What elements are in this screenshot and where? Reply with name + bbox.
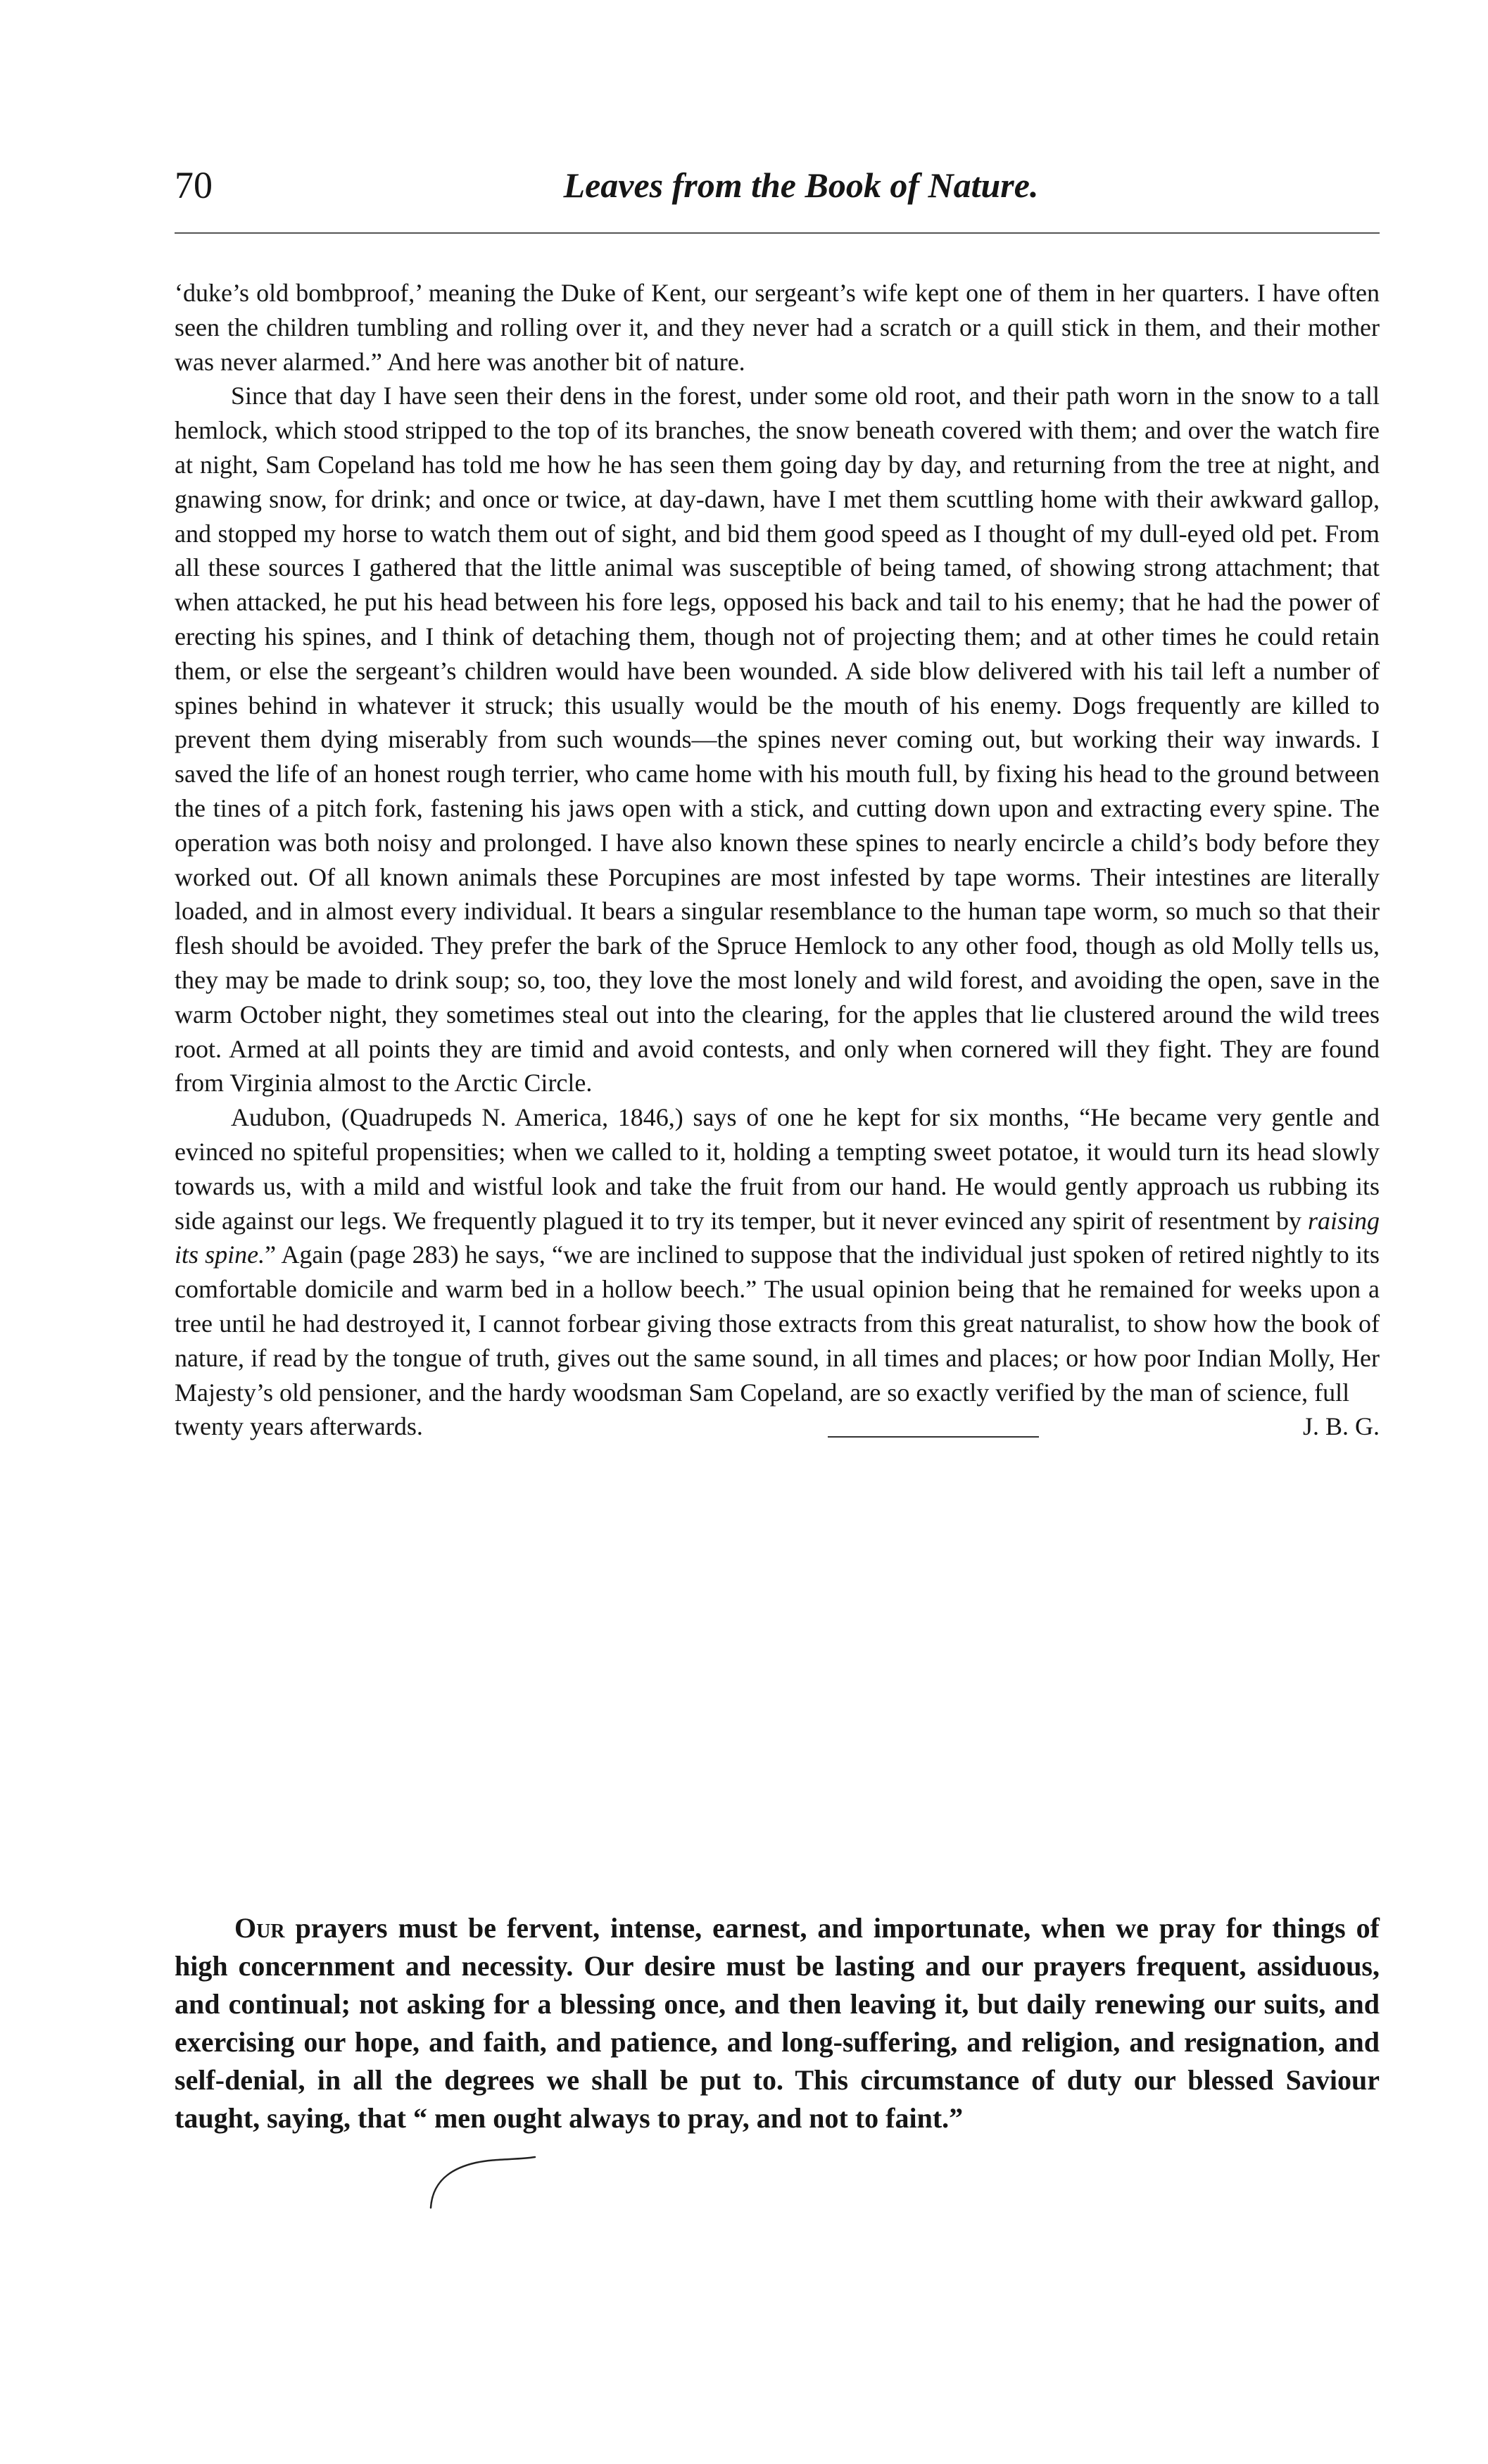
section-separator-rule [828, 1436, 1039, 1438]
paragraph-3-last-line: twenty years afterwards. [175, 1412, 423, 1441]
paragraph-3-continued: ” Again (page 283) he says, “we are inclined to suppose that the individual just spoken of retired nightly to its comfortable domicile and warm bed in a hollow beech.” The usual opinion being that he remained for weeks upon a tree until he had destroyed it, I cannot forbear giving those extracts from this great naturalist, to show how the book of nature, if read by the tongue of truth, gives out the same sound, in all times and places; or how poor Indian Molly, Her Majesty’s old pensioner, and the hardy woodsman Sam Copeland, are so exactly verified by the man of science, full [175, 1240, 1380, 1407]
page-number: 70 [175, 164, 213, 206]
quote-text: prayers must be fervent, intense, earnest, and importunate, when we pray for things of high concernment and necessity. Our desire must be lasting and our prayers frequent, assiduous, and continual; not asking for a blessing once, and then leaving it, but daily renewing our suits, and exercising our hope, and faith, and patience, and long-suffering, and religion, and resignation, and self-denial, in all the degrees we shall be put to. This circumstance of duty our blessed Saviour taught, saying, that “ men ought always to pray, and not to faint.” [175, 1912, 1380, 2134]
quote-lead-word: Our [234, 1912, 285, 1944]
paragraph-3-text: Audubon, (Quadrupeds N. America, 1846,) says of one he kept for six months, “He became very gentle and evinced no spiteful propensities; when we called to it, holding a tempting sweet potatoe, it would turn its head slowly towards us, with a mild and wistful look and take the fruit from our hand. He would gently approach us rubbing its side against our legs. We frequently plagued it to try its temper, but it never evinced any spirit of resentment by [175, 1103, 1380, 1235]
author-signature: J. B. G. [1302, 1412, 1380, 1441]
paragraph-2: Since that day I have seen their dens in the forest, under some old root, and their path worn in the snow to a tall hemlock, which stood stripped to the top of its branches, the snow beneath covered with them; and over the watch fire at night, Sam Copeland has told me how he has seen them going day by day, and returning from the tree at night, and gnawing snow, for drink; and once or twice, at day-dawn, have I met them scuttling home with their awkward gallop, and stopped my horse to watch them out of sight, and bid them good speed as I thought of my dull-eyed old pet. From all these sources I gathered that the little animal was susceptible of being tamed, of showing strong attachment; that when attacked, he put his head between his fore legs, opposed his back and tail to his enemy; that he had the power of erecting his spines, and I think of detaching them, though not of projecting them; and at other times he could retain them, or else the sergeant’s children would have been wounded. A side blow delivered with his tail left a number of spines behind in whatever it struck; this usually would be the mouth of his enemy. Dogs frequently are killed to prevent them dying miserably from such wounds—the spines never coming out, but working their way inwards. I saved the life of an honest rough terrier, who came home with his mouth full, by fixing his head to the ground between the tines of a pitch fork, fastening his jaws open with a stick, and cutting down upon and extracting every spine. The operation was both noisy and prolonged. I have also known these spines to nearly encircle a child’s body before they worked out. Of all known animals these Porcupines are most infested by tape worms. Their intestines are literally loaded, and in almost every individual. It bears a singular resemblance to the human tape worm, so much so that their flesh should be avoided. They prefer the bark of the Spruce Hemlock to any other food, though as old Molly tells us, they may be made to drink soup; so, too, they love the most lonely and wild forest, and avoiding the open, save in the warm October night, they sometimes steal out into the clearing, for the apples that lie clustered around the wild trees root. Armed at all points they are timid and avoid contests, and only when cornered will they fight. They are found from Virginia almost to the Arctic Circle. [175, 382, 1380, 1098]
page-header [175, 161, 1380, 210]
ink-flourish-mark [425, 2147, 538, 2211]
italic-phrase: raising its spine. [175, 1206, 1380, 1269]
prayer-quote [175, 1909, 1380, 2137]
header-rule [175, 232, 1380, 234]
paragraph-1: ‘duke’s old bombproof,’ meaning the Duke of Kent, our sergeant’s wife kept one of them in her quarters. I have often seen the children tumbling and rolling over it, and they never had a scratch or a quill stick in them, and their mother was never alarmed.” And here was another bit of nature. [175, 279, 1380, 376]
running-title: Leaves from the Book of Nature. [563, 165, 1039, 205]
signature-row [175, 1409, 1380, 1444]
paragraph-3 [175, 1100, 1380, 1409]
porcupine-article [175, 276, 1380, 1444]
